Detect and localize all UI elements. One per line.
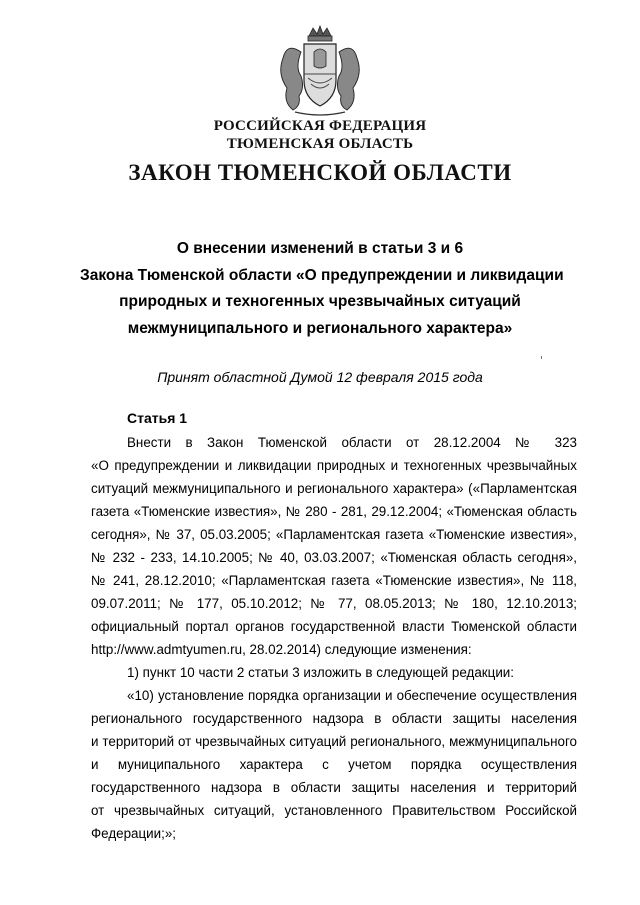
body-line: регионального государственного надзора в области защиты населения [91, 711, 577, 726]
scan-mark [541, 356, 542, 359]
body-line: Федерации;»; [91, 826, 177, 841]
document-type-heading: ЗАКОН ТЮМЕНСКОЙ ОБЛАСТИ [128, 160, 512, 185]
body-line: № 232 - 233, 14.10.2005; № 40, 03.03.2007; «Тюменская область сегодня», [91, 550, 577, 565]
body-line: сегодня», № 37, 05.03.2005; «Парламентская газета «Тюменские известия», [91, 527, 577, 542]
body-line: «10) установление порядка организации и обеспечение осуществления [127, 688, 577, 703]
coat-of-arms-icon [271, 22, 369, 120]
title-line: О внесении изменений в статьи 3 и 6 [176, 240, 464, 257]
article-heading: Статья 1 [127, 410, 188, 426]
adoption-note: Принят областной Думой 12 февраля 2015 года [157, 369, 483, 385]
article-body [91, 431, 577, 845]
body-line: и муниципального характера с учетом порядка осуществления [91, 757, 577, 772]
body-line: и территорий от чрезвычайных ситуаций регионального, межмуниципального [91, 734, 577, 749]
body-line: http://www.admtyumen.ru, 28.02.2014) следующие изменения: [91, 642, 472, 657]
title-line: межмуниципального и регионального характера» [127, 320, 513, 338]
region-heading: ТЮМЕНСКАЯ ОБЛАСТЬ [226, 136, 414, 152]
body-line: от чрезвычайных ситуаций, установленного Правительством Российской [91, 803, 577, 818]
body-line: № 241, 28.12.2010; «Парламентская газета «Тюменские известия», № 118, [91, 573, 577, 588]
country-heading: РОССИЙСКАЯ ФЕДЕРАЦИЯ [213, 118, 427, 134]
body-line: 1) пункт 10 части 2 статьи 3 изложить в следующей редакции: [127, 665, 515, 680]
law-title [80, 236, 564, 343]
body-line: официальный портал органов государственной власти Тюменской области [91, 619, 577, 634]
body-line: Внести в Закон Тюменской области от 28.12.2004 № 323 [127, 435, 577, 450]
title-line: природных и техногенных чрезвычайных ситуаций [119, 293, 521, 311]
body-line: ситуаций межмуниципального и регионального характера» («Парламентская [91, 481, 577, 496]
body-line: государственного надзора в области защиты населения и территорий [91, 780, 577, 795]
body-line: «О предупреждении и ликвидации природных и техногенных чрезвычайных [91, 458, 577, 473]
title-line: Закона Тюменской области «О предупреждении и ликвидации [80, 266, 564, 284]
body-line: газета «Тюменские известия», № 280 - 281, 29.12.2004; «Тюменская область [91, 504, 577, 519]
body-line: 09.07.2011; № 177, 05.10.2012; № 77, 08.05.2013; № 180, 12.10.2013; [91, 596, 577, 611]
